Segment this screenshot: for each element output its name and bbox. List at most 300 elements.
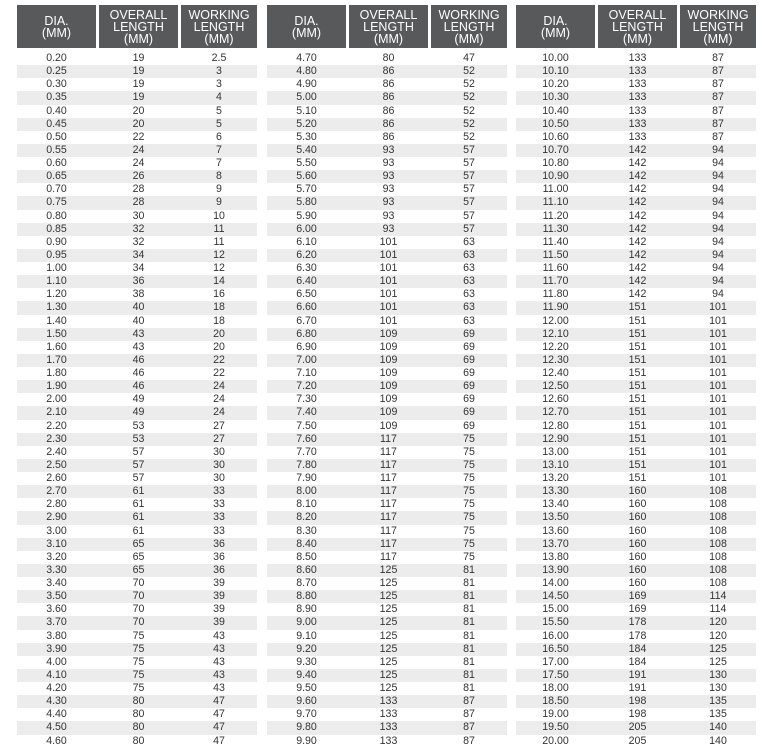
- overall-length-cell: 57: [132, 472, 145, 484]
- diameter-cell: 0.45: [46, 117, 67, 130]
- table-row: [267, 420, 507, 433]
- diameter-cell: 10.80: [542, 157, 569, 169]
- table-row: [516, 144, 756, 157]
- overall-length-cell: 160: [628, 498, 647, 511]
- header-label: OVERALL: [109, 8, 168, 22]
- working-length-cell: 63: [463, 301, 475, 314]
- overall-length-cell: 133: [379, 695, 398, 708]
- diameter-cell: 3.40: [46, 577, 67, 589]
- diameter-cell: 9.30: [296, 655, 317, 668]
- overall-length-cell: 109: [379, 340, 398, 353]
- overall-length-cell: 160: [628, 577, 647, 589]
- header-cell: [431, 5, 507, 48]
- overall-length-cell: 49: [132, 393, 145, 406]
- working-length-cell: 39: [213, 603, 225, 616]
- working-length-cell: 36: [213, 563, 225, 576]
- overall-length-cell: 61: [132, 511, 145, 524]
- working-length-cell: 33: [213, 498, 225, 511]
- diameter-cell: 4.00: [46, 655, 67, 668]
- table-row: [516, 288, 756, 301]
- overall-length-cell: 151: [628, 367, 647, 379]
- overall-length-cell: 19: [132, 91, 145, 104]
- working-length-cell: 81: [463, 577, 475, 589]
- diameter-cell: 5.70: [296, 183, 317, 196]
- working-length-cell: 101: [709, 419, 727, 432]
- working-length-cell: 69: [463, 353, 475, 366]
- table-row: [516, 118, 756, 131]
- working-length-cell: 75: [463, 550, 475, 563]
- working-length-cell: 9: [216, 183, 222, 196]
- table-row: [267, 498, 507, 511]
- overall-length-cell: 32: [132, 235, 145, 248]
- table-row: [516, 210, 756, 223]
- working-length-cell: 27: [213, 432, 225, 445]
- table-row: [17, 78, 257, 91]
- table-row: [267, 721, 507, 734]
- working-length-cell: 101: [709, 445, 727, 458]
- overall-length-cell: 142: [628, 183, 647, 196]
- table-row: [267, 433, 507, 446]
- table-row: [267, 380, 507, 393]
- overall-length-cell: 93: [382, 196, 395, 209]
- working-length-cell: 101: [709, 393, 727, 406]
- diameter-cell: 12.90: [542, 432, 569, 445]
- diameter-cell: 5.20: [296, 117, 317, 130]
- working-length-cell: 47: [213, 695, 225, 708]
- table-row: [267, 144, 507, 157]
- working-length-cell: 94: [712, 262, 724, 274]
- header-label: WORKING: [188, 8, 250, 22]
- header-label: WORKING: [438, 8, 500, 22]
- table-row: [516, 616, 756, 629]
- table-row: [17, 551, 257, 564]
- table-row: [516, 91, 756, 104]
- table-row: [516, 682, 756, 695]
- diameter-cell: 4.30: [46, 695, 67, 708]
- diameter-cell: 10.10: [542, 65, 569, 78]
- working-length-cell: 63: [463, 248, 475, 261]
- table-row: [17, 511, 257, 524]
- header-cell: [680, 5, 756, 48]
- overall-length-cell: 117: [380, 524, 397, 537]
- table-row: [17, 65, 257, 78]
- overall-length-cell: 160: [628, 563, 647, 576]
- table-row: [516, 341, 756, 354]
- overall-length-cell: 86: [382, 130, 395, 143]
- overall-length-cell: 151: [628, 393, 647, 406]
- table-row: [516, 65, 756, 78]
- overall-length-cell: 57: [132, 458, 145, 471]
- table-row: [516, 538, 756, 551]
- table-row: [17, 695, 257, 708]
- diameter-cell: 11.20: [542, 209, 569, 222]
- working-length-cell: 33: [213, 524, 225, 537]
- table-row: [516, 105, 756, 118]
- diameter-cell: 6.00: [296, 222, 317, 235]
- table-body: [516, 52, 756, 748]
- diameter-cell: 2.80: [46, 498, 67, 511]
- diameter-cell: 8.70: [296, 577, 317, 589]
- table-row: [516, 157, 756, 170]
- diameter-cell: 6.80: [296, 327, 317, 340]
- overall-length-cell: 75: [132, 682, 145, 694]
- table-row: [267, 275, 507, 288]
- working-length-cell: 63: [463, 314, 475, 327]
- overall-length-cell: 117: [380, 458, 397, 471]
- table-row: [267, 328, 507, 341]
- overall-length-cell: 86: [382, 65, 395, 78]
- table-header: [516, 5, 756, 48]
- working-length-cell: 39: [213, 577, 225, 589]
- overall-length-cell: 142: [628, 235, 647, 248]
- overall-length-cell: 53: [132, 432, 145, 445]
- diameter-cell: 7.60: [296, 432, 317, 445]
- diameter-cell: 7.70: [296, 445, 317, 458]
- overall-length-cell: 43: [132, 327, 145, 340]
- diameter-cell: 14.50: [542, 590, 569, 603]
- table-row: [267, 603, 507, 616]
- table-row: [267, 367, 507, 380]
- table-row: [17, 380, 257, 393]
- table-row: [267, 78, 507, 91]
- table-row: [267, 91, 507, 104]
- overall-length-cell: 46: [132, 367, 145, 379]
- table-row: [17, 577, 257, 590]
- diameter-cell: 7.90: [296, 472, 317, 484]
- table-row: [267, 170, 507, 183]
- overall-length-cell: 133: [379, 721, 398, 734]
- working-length-cell: 24: [213, 393, 225, 406]
- overall-length-cell: 109: [379, 367, 398, 379]
- table-row: [516, 380, 756, 393]
- overall-length-cell: 151: [628, 419, 647, 432]
- working-length-cell: 101: [709, 406, 727, 419]
- overall-length-cell: 53: [132, 419, 145, 432]
- diameter-cell: 10.00: [542, 52, 569, 64]
- table-row: [516, 485, 756, 498]
- working-length-cell: 69: [463, 327, 475, 340]
- diameter-cell: 10.90: [542, 170, 569, 183]
- working-length-cell: 43: [213, 682, 225, 694]
- table-row: [267, 393, 507, 406]
- diameter-cell: 12.80: [542, 419, 569, 432]
- table-row: [17, 459, 257, 472]
- table-row: [267, 564, 507, 577]
- working-length-cell: 101: [709, 353, 727, 366]
- working-length-cell: 81: [463, 563, 475, 576]
- table-row: [17, 498, 257, 511]
- working-length-cell: 52: [463, 117, 475, 130]
- table-row: [267, 708, 507, 721]
- working-length-cell: 75: [463, 524, 475, 537]
- working-length-cell: 94: [712, 275, 724, 288]
- header-label: LENGTH: [612, 20, 663, 34]
- working-length-cell: 20: [213, 340, 225, 353]
- overall-length-cell: 22: [132, 130, 145, 143]
- table-row: [267, 669, 507, 682]
- table-header: [17, 5, 257, 48]
- table-row: [516, 170, 756, 183]
- diameter-cell: 0.55: [46, 143, 67, 156]
- overall-length-cell: 125: [379, 563, 398, 576]
- table-row: [267, 472, 507, 485]
- diameter-cell: 1.60: [46, 340, 67, 353]
- diameter-cell: 1.40: [46, 314, 67, 327]
- overall-length-cell: 101: [379, 314, 398, 327]
- working-length-cell: 81: [463, 629, 475, 642]
- working-length-cell: 108: [709, 577, 727, 589]
- diameter-cell: 4.70: [296, 52, 317, 64]
- working-length-cell: 18: [213, 314, 225, 327]
- table-row: [17, 288, 257, 301]
- working-length-cell: 63: [463, 235, 475, 248]
- overall-length-cell: 19: [132, 65, 145, 78]
- working-length-cell: 39: [213, 590, 225, 603]
- overall-length-cell: 125: [379, 603, 398, 616]
- table-row: [516, 525, 756, 538]
- table-row: [516, 328, 756, 341]
- diameter-cell: 0.70: [46, 183, 67, 196]
- table-row: [516, 354, 756, 367]
- working-length-cell: 11: [213, 222, 225, 235]
- overall-length-cell: 101: [379, 235, 398, 248]
- table-row: [17, 118, 257, 131]
- working-length-cell: 94: [712, 209, 724, 222]
- table-row: [17, 446, 257, 459]
- overall-length-cell: 109: [379, 327, 398, 340]
- overall-length-cell: 117: [380, 498, 397, 511]
- diameter-cell: 1.80: [46, 367, 67, 379]
- diameter-cell: 13.70: [542, 537, 569, 550]
- diameter-cell: 13.60: [542, 524, 569, 537]
- table-row: [267, 616, 507, 629]
- table-block-1: [17, 5, 257, 748]
- diameter-cell: 11.50: [542, 248, 569, 261]
- overall-length-cell: 142: [628, 196, 647, 209]
- table-row: [267, 511, 507, 524]
- header-cell: [516, 5, 595, 48]
- working-length-cell: 52: [463, 91, 475, 104]
- header-cell: [267, 5, 346, 48]
- diameter-cell: 1.50: [46, 327, 67, 340]
- table-row: [17, 275, 257, 288]
- overall-length-cell: 133: [628, 117, 647, 130]
- overall-length-cell: 86: [382, 91, 395, 104]
- diameter-cell: 12.40: [542, 367, 569, 379]
- table-row: [17, 183, 257, 196]
- overall-length-cell: 80: [132, 695, 145, 708]
- working-length-cell: 4: [216, 91, 222, 104]
- diameter-cell: 10.60: [542, 130, 569, 143]
- working-length-cell: 75: [463, 472, 475, 484]
- table-row: [516, 223, 756, 236]
- diameter-cell: 1.20: [46, 288, 67, 301]
- working-length-cell: 57: [463, 222, 475, 235]
- table-row: [267, 223, 507, 236]
- working-length-cell: 101: [709, 340, 727, 353]
- table-row: [17, 538, 257, 551]
- overall-length-cell: 24: [132, 157, 145, 169]
- working-length-cell: 8: [216, 170, 222, 183]
- header-label: LENGTH: [692, 20, 744, 34]
- overall-length-cell: 117: [380, 432, 397, 445]
- overall-length-cell: 20: [132, 104, 145, 117]
- working-length-cell: 94: [712, 157, 724, 169]
- diameter-cell: 6.50: [296, 288, 317, 301]
- overall-length-cell: 93: [382, 222, 395, 235]
- working-length-cell: 30: [213, 445, 225, 458]
- working-length-cell: 125: [709, 642, 727, 655]
- diameter-cell: 15.00: [542, 603, 569, 616]
- diameter-cell: 9.10: [296, 629, 317, 642]
- table-row: [516, 695, 756, 708]
- header-label: (MM): [454, 32, 484, 46]
- table-row: [516, 301, 756, 314]
- overall-length-cell: 191: [628, 682, 647, 694]
- working-length-cell: 47: [213, 721, 225, 734]
- overall-length-cell: 151: [628, 327, 647, 340]
- header-label: (MM): [703, 32, 733, 46]
- working-length-cell: 43: [213, 642, 225, 655]
- working-length-cell: 101: [709, 458, 727, 471]
- working-length-cell: 87: [712, 78, 724, 91]
- working-length-cell: 75: [463, 485, 475, 498]
- table-row: [17, 131, 257, 144]
- working-length-cell: 87: [712, 91, 724, 104]
- overall-length-cell: 142: [628, 262, 647, 274]
- diameter-cell: 13.90: [542, 563, 569, 576]
- working-length-cell: 87: [463, 721, 475, 734]
- table-row: [267, 118, 507, 131]
- table-row: [516, 721, 756, 734]
- diameter-cell: 0.60: [46, 157, 67, 169]
- table-row: [267, 183, 507, 196]
- working-length-cell: 52: [463, 65, 475, 78]
- diameter-cell: 13.50: [542, 511, 569, 524]
- diameter-cell: 11.40: [542, 235, 569, 248]
- overall-length-cell: 205: [628, 734, 647, 747]
- working-length-cell: 81: [463, 590, 475, 603]
- working-length-cell: 108: [709, 550, 727, 563]
- overall-length-cell: 160: [628, 550, 647, 563]
- overall-length-cell: 151: [628, 445, 647, 458]
- table-row: [17, 735, 257, 748]
- diameter-cell: 4.50: [46, 721, 67, 734]
- table-row: [516, 236, 756, 249]
- overall-length-cell: 30: [132, 209, 145, 222]
- diameter-cell: 0.85: [46, 222, 67, 235]
- working-length-cell: 63: [463, 275, 475, 288]
- working-length-cell: 130: [709, 668, 727, 681]
- header-label: LENGTH: [363, 20, 414, 34]
- diameter-cell: 7.80: [296, 458, 317, 471]
- working-length-cell: 125: [709, 655, 727, 668]
- working-length-cell: 75: [463, 445, 475, 458]
- table-row: [267, 236, 507, 249]
- header-cell: [17, 5, 96, 48]
- overall-length-cell: 117: [380, 537, 397, 550]
- diameter-cell: 19.50: [542, 721, 569, 734]
- diameter-cell: 12.10: [542, 327, 569, 340]
- diameter-cell: 0.40: [46, 104, 67, 117]
- table-row: [267, 65, 507, 78]
- header-label: (MM): [123, 32, 154, 46]
- working-length-cell: 33: [213, 485, 225, 498]
- table-row: [267, 341, 507, 354]
- working-length-cell: 57: [463, 170, 475, 183]
- diameter-cell: 0.50: [46, 130, 67, 143]
- diameter-cell: 11.30: [542, 222, 569, 235]
- diameter-cell: 2.20: [46, 419, 67, 432]
- overall-length-cell: 28: [132, 183, 145, 196]
- table-row: [267, 196, 507, 209]
- diameter-cell: 13.00: [542, 445, 569, 458]
- overall-length-cell: 20: [132, 117, 145, 130]
- table-row: [267, 315, 507, 328]
- table-row: [516, 275, 756, 288]
- header-label: (MM): [373, 32, 404, 46]
- diameter-cell: 8.50: [296, 550, 317, 563]
- diameter-cell: 13.30: [542, 485, 569, 498]
- overall-length-cell: 26: [132, 170, 145, 183]
- table-row: [267, 590, 507, 603]
- diameter-cell: 11.00: [542, 183, 569, 196]
- table-row: [267, 249, 507, 262]
- working-length-cell: 30: [213, 458, 225, 471]
- diameter-cell: 3.10: [46, 537, 67, 550]
- table-block-3: [516, 5, 756, 748]
- diameter-cell: 18.00: [542, 682, 569, 694]
- table-row: [516, 498, 756, 511]
- overall-length-cell: 205: [628, 721, 647, 734]
- working-length-cell: 87: [712, 104, 724, 117]
- working-length-cell: 81: [463, 655, 475, 668]
- table-row: [267, 157, 507, 170]
- overall-length-cell: 101: [379, 301, 398, 314]
- overall-length-cell: 75: [132, 655, 145, 668]
- header-label: LENGTH: [113, 20, 164, 34]
- overall-length-cell: 75: [132, 629, 145, 642]
- working-length-cell: 81: [463, 616, 475, 629]
- overall-length-cell: 125: [379, 629, 398, 642]
- overall-length-cell: 80: [132, 721, 145, 734]
- overall-length-cell: 43: [132, 340, 145, 353]
- diameter-cell: 7.00: [296, 353, 317, 366]
- overall-length-cell: 160: [628, 524, 647, 537]
- table-row: [516, 420, 756, 433]
- overall-length-cell: 151: [628, 353, 647, 366]
- working-length-cell: 108: [709, 563, 727, 576]
- diameter-cell: 12.60: [542, 393, 569, 406]
- working-length-cell: 108: [709, 537, 727, 550]
- working-length-cell: 22: [213, 367, 225, 379]
- table-row: [516, 735, 756, 748]
- working-length-cell: 69: [463, 367, 475, 379]
- overall-length-cell: 133: [628, 78, 647, 91]
- table-row: [267, 301, 507, 314]
- working-length-cell: 16: [213, 288, 225, 301]
- working-length-cell: 14: [213, 275, 225, 288]
- table-row: [516, 669, 756, 682]
- table-row: [267, 577, 507, 590]
- overall-length-cell: 169: [628, 590, 647, 603]
- overall-length-cell: 198: [628, 695, 647, 708]
- header-label: (MM): [540, 26, 571, 40]
- diameter-cell: 0.25: [46, 65, 67, 78]
- table-row: [516, 433, 756, 446]
- diameter-cell: 11.90: [542, 301, 569, 314]
- diameter-cell: 7.20: [296, 380, 317, 393]
